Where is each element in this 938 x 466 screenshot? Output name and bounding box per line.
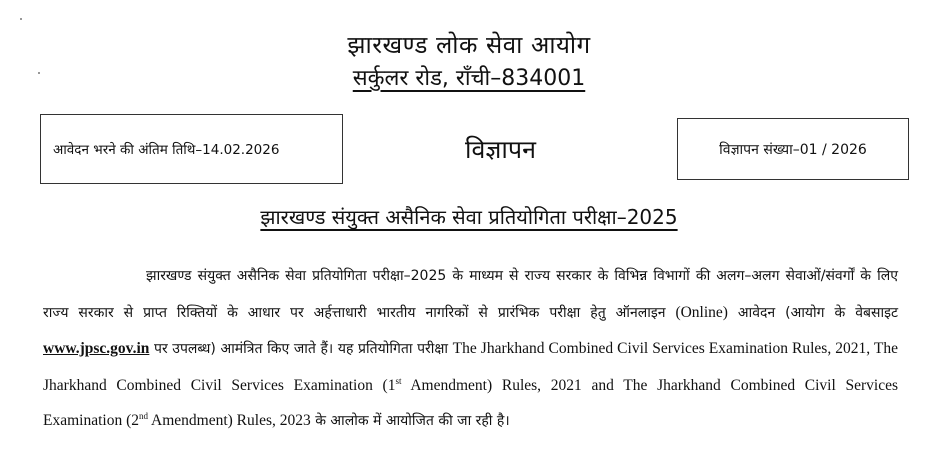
advertisement-title: विज्ञापन bbox=[465, 135, 536, 164]
online-label: (Online) bbox=[675, 303, 728, 321]
paragraph-text-1: झारखण्ड संयुक्त असैनिक सेवा प्रतियोगिता परीक्षा–2025 के माध्यम से राज्य सरकार के विभिन्न विभागों की अलग–अलग सेवाओं/संवर्गों के लिए राज्य सरकार से प्राप्त रिक्तियों के आधार पर अर्हत्ताधारी भारतीय नागरिकों से प्रारंभिक परीक्षा हेतु ऑनलाइन bbox=[43, 268, 898, 321]
superscript-st: st bbox=[395, 375, 402, 386]
rules-text-3: Amendment) Rules, 2023 bbox=[148, 412, 311, 429]
last-date-box bbox=[40, 114, 343, 184]
rules-text-1: The Jharkhand Combined Civil Services Examination Rules, 2021, The Jharkhand Combined Civil Services Examination (1 bbox=[43, 340, 898, 394]
scan-speck bbox=[38, 72, 40, 74]
paragraph-text-2: आवेदन (आयोग के वेबसाइट bbox=[727, 304, 899, 321]
rules-text-2: Amendment) Rules, 2021 and The Jharkhand Combined Civil Services Examination (2 bbox=[43, 376, 899, 429]
organization-address: सर्कुलर रोड, राँची–834001 bbox=[352, 66, 586, 91]
superscript-nd: nd bbox=[139, 410, 148, 421]
advertisement-number-box bbox=[677, 118, 909, 180]
website-link[interactable]: www.jpsc.gov.in bbox=[43, 340, 150, 357]
last-date-text: आवेदन भरने की अंतिम तिथि–14.02.2026 bbox=[53, 142, 280, 158]
organization-name: झारखण्ड लोक सेवा आयोग bbox=[347, 31, 591, 59]
paragraph-text-3: पर उपलब्ध) आमंत्रित किए जाते हैं। यह प्रतियोगिता परीक्षा bbox=[149, 341, 453, 357]
paragraph-text-4: के आलोक में आयोजित की जा रही है। bbox=[310, 413, 510, 429]
notice-paragraph bbox=[43, 258, 898, 440]
exam-title: झारखण्ड संयुक्त असैनिक सेवा प्रतियोगिता परीक्षा–2025 bbox=[260, 205, 678, 229]
advertisement-number-text: विज्ञापन संख्या–01 / 2026 bbox=[719, 141, 867, 158]
scan-speck bbox=[20, 18, 22, 20]
